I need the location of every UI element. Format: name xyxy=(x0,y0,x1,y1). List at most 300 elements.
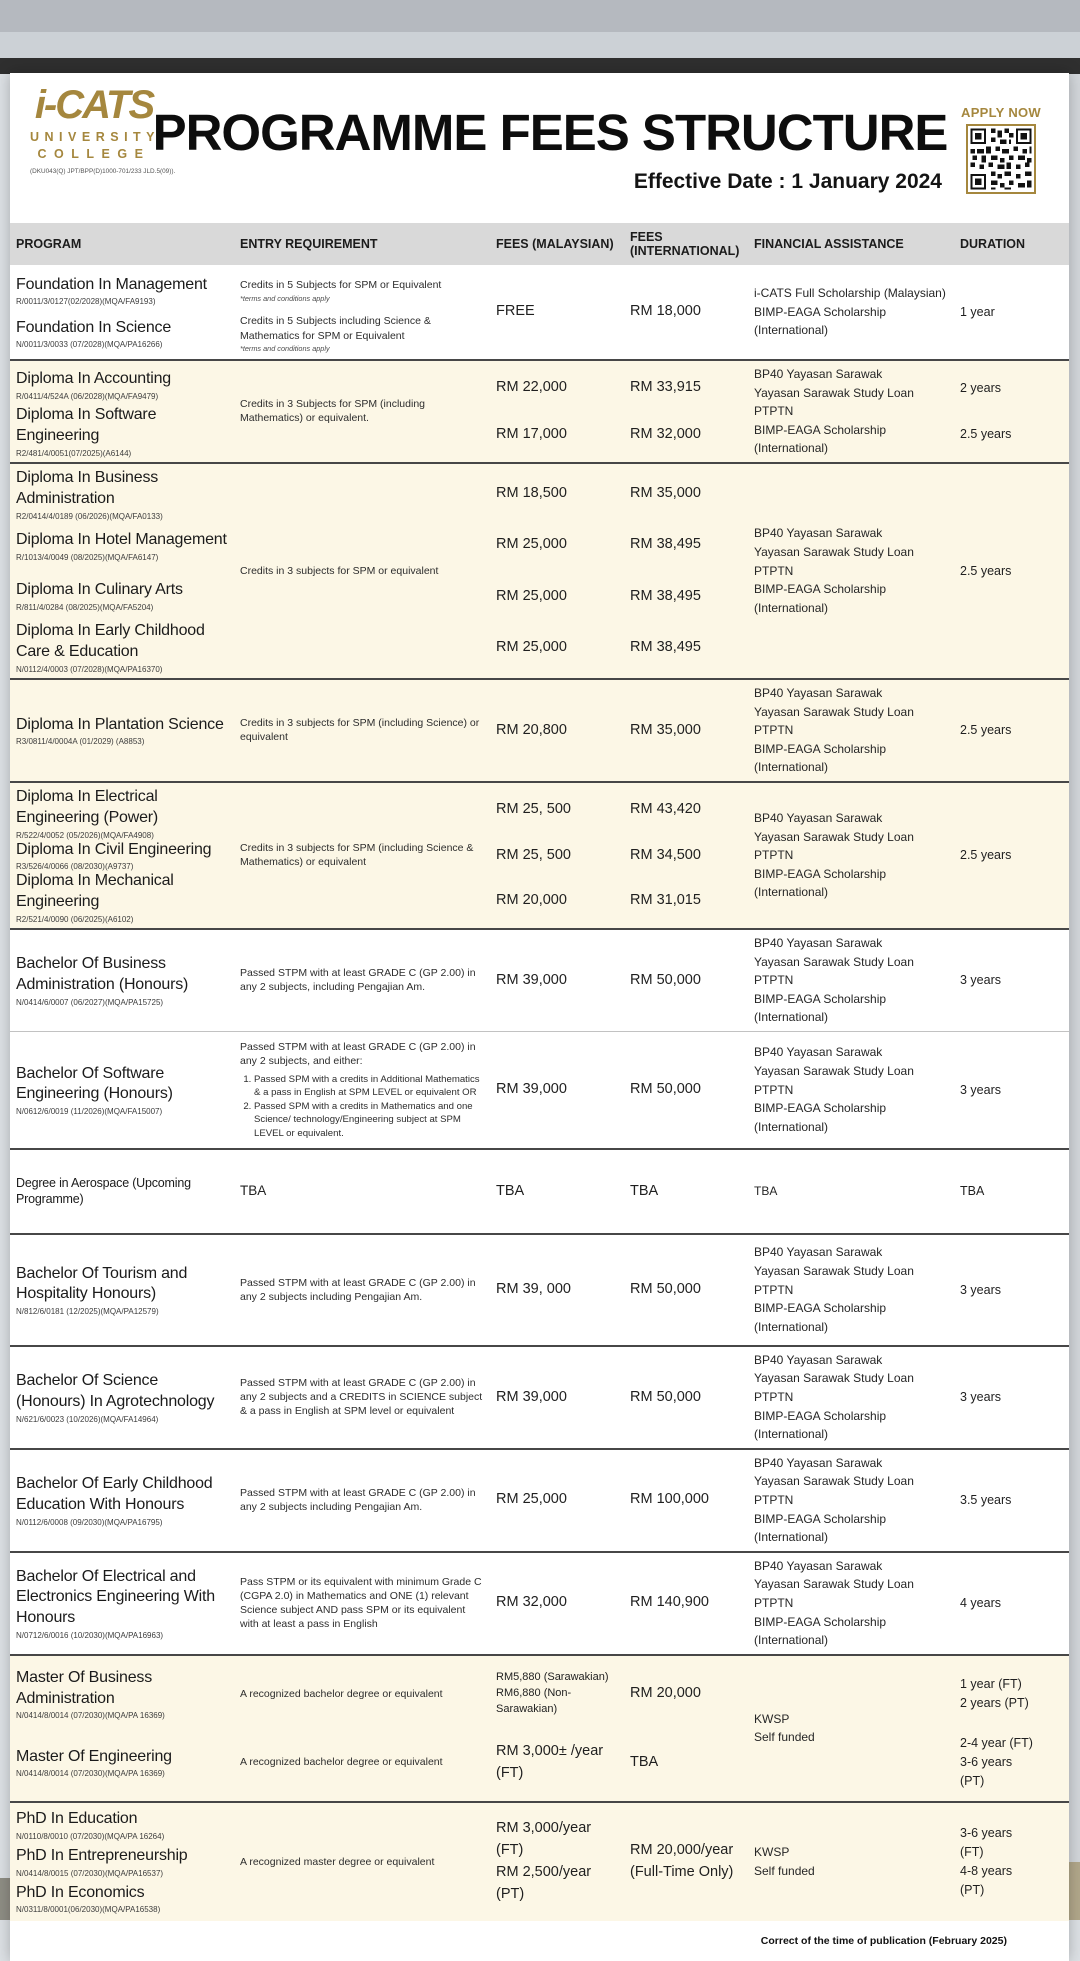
fee-international-cell xyxy=(630,930,754,1031)
program-name: Diploma In Civil Engineering xyxy=(16,840,212,858)
financial-assistance-block xyxy=(754,934,950,1027)
program-code: N/0414/8/0014 (07/2030)(MQA/PA 16369) xyxy=(16,1711,165,1721)
entry-requirement-item xyxy=(240,1807,486,1917)
entry-requirement-column xyxy=(240,1803,496,1921)
duration-line: 2 years (PT) xyxy=(960,1696,1029,1711)
fee-international xyxy=(630,1592,744,1614)
fee-international-line: RM 35,000 xyxy=(630,484,701,501)
fee-malaysian-cell xyxy=(496,1032,630,1148)
entry-requirement-item xyxy=(240,1351,486,1444)
duration-line: 3 years xyxy=(960,1082,1001,1097)
program-name: Bachelor Of Software Engineering (Honours) xyxy=(16,1064,173,1103)
entry-requirement-column xyxy=(240,1553,496,1654)
fee-international-item xyxy=(630,1351,744,1444)
fee-international xyxy=(630,1387,744,1409)
program-name: Diploma In Early Childhood Care & Education xyxy=(16,622,205,661)
fee-malaysian-line: RM 2,500/year (PT) xyxy=(496,1863,592,1902)
background-dark-band xyxy=(0,58,1080,74)
financial-assistance-line: BP40 Yayasan Sarawak xyxy=(754,810,883,825)
financial-assistance-line: BIMP-EAGA Scholarship (International) xyxy=(754,741,887,775)
duration xyxy=(960,721,1039,740)
entry-requirement-item xyxy=(240,1239,486,1341)
program-name: Master Of Engineering xyxy=(16,1747,172,1765)
fee-international xyxy=(630,483,744,505)
duration-line: 2.5 years xyxy=(960,427,1012,442)
financial-assistance-line: BIMP-EAGA Scholarship (International) xyxy=(754,1101,887,1134)
table-row-group xyxy=(10,1150,1069,1233)
financial-assistance-block xyxy=(754,1154,950,1229)
column-header-1: ENTRY REQUIREMENT xyxy=(240,236,378,251)
column-header-2: FEES (MALAYSIAN) xyxy=(496,236,614,251)
fee-international-line: RM 38,495 xyxy=(630,536,701,553)
footer-note: Correct of the time of publication (February 2025) xyxy=(760,1934,1007,1947)
fee-international-cell xyxy=(630,1803,754,1921)
financial-assistance-column xyxy=(754,1553,960,1654)
table-row-group xyxy=(10,783,1069,928)
fee-international-line: RM 50,000 xyxy=(630,971,701,988)
duration xyxy=(960,303,1039,322)
duration-cell xyxy=(960,1032,1049,1148)
table-row-group xyxy=(10,1656,1069,1801)
fee-international-line: RM 32,000 xyxy=(630,425,701,442)
program-name: PhD In Entrepreneurship xyxy=(16,1846,188,1864)
entry-requirement-text: Credits in 3 subjects for SPM (including Science) or equivalent xyxy=(240,717,480,744)
fee-malaysian xyxy=(496,1489,620,1511)
entry-requirement-text: Credits in 3 Subjects for SPM (including Mathematics) or equivalent. xyxy=(240,398,425,425)
fee-malaysian-line: RM 22,000 xyxy=(496,379,567,396)
program-item xyxy=(16,934,230,1027)
duration-line: 2-4 year (FT) xyxy=(960,1736,1033,1751)
duration xyxy=(960,1491,1039,1510)
background-sky-light xyxy=(0,32,1080,58)
fee-malaysian xyxy=(496,377,620,399)
financial-assistance-line: PTPTN xyxy=(754,1596,794,1611)
program-name: Diploma In Software Engineering xyxy=(16,406,157,445)
fee-malaysian-cell xyxy=(496,1150,630,1233)
program-item xyxy=(16,787,230,840)
financial-assistance-line: Yayasan Sarawak Study Loan xyxy=(754,1264,914,1278)
program-column xyxy=(10,783,240,928)
fee-malaysian-item xyxy=(496,934,620,1027)
financial-assistance-block xyxy=(754,468,950,674)
fee-malaysian xyxy=(496,1818,620,1905)
duration-line: 4 years xyxy=(960,1595,1001,1610)
entry-requirement-column xyxy=(240,680,496,781)
table-row-group xyxy=(10,265,1069,359)
entry-requirement-item xyxy=(240,1154,486,1229)
fee-malaysian-item xyxy=(496,468,620,520)
apply-now-block[interactable] xyxy=(955,105,1047,194)
entry-requirement-column xyxy=(240,930,496,1031)
entry-requirement-text: Passed STPM with at least GRADE C (GP 2.00) in any 2 subjects, including Pengajian Am. xyxy=(240,967,476,994)
program-item xyxy=(16,621,230,674)
fee-malaysian-line: RM 17,000 xyxy=(496,425,567,442)
fee-malaysian-item xyxy=(496,1660,620,1729)
duration-line: 3 years xyxy=(960,1282,1001,1297)
duration-cell xyxy=(960,361,1049,462)
financial-assistance-column xyxy=(754,930,960,1031)
program-name: Diploma In Electrical Engineering (Power) xyxy=(16,787,159,826)
fee-malaysian-item xyxy=(496,269,620,355)
program-item xyxy=(16,468,230,521)
duration-cell xyxy=(960,930,1049,1031)
fee-international xyxy=(630,586,744,608)
fee-international-cell xyxy=(630,1235,754,1345)
program-code: N/621/6/0023 (10/2026)(MQA/FA14964) xyxy=(16,1414,159,1424)
fee-international-cell xyxy=(630,1656,754,1801)
program-item xyxy=(16,1807,230,1844)
table-row-group xyxy=(10,1347,1069,1448)
fee-malaysian-line: RM 3,000/year (FT) xyxy=(496,1820,592,1859)
entry-requirement-item xyxy=(240,787,486,924)
fee-international-item xyxy=(630,1660,744,1729)
column-header-0: PROGRAM xyxy=(16,236,82,251)
duration-cell xyxy=(960,265,1049,359)
fee-malaysian-item xyxy=(496,684,620,777)
entry-requirement-column xyxy=(240,783,496,928)
fee-international-item xyxy=(630,1728,744,1797)
program-code: R3/526/4/0066 (08/2030)(A9737) xyxy=(16,862,134,872)
fee-malaysian-line: RM6,880 (Non-Sarawakian) xyxy=(496,1687,572,1716)
fee-malaysian-line: RM 18,500 xyxy=(496,484,567,501)
fee-malaysian-line: RM 25,000 xyxy=(496,587,567,604)
financial-assistance-line: BP40 Yayasan Sarawak xyxy=(754,1352,883,1367)
fee-malaysian xyxy=(496,1741,620,1785)
table-row-group xyxy=(10,361,1069,462)
qr-code-icon[interactable] xyxy=(966,124,1036,194)
fee-malaysian-item xyxy=(496,622,620,674)
program-item xyxy=(16,1660,230,1729)
duration-item xyxy=(960,269,1039,355)
fee-malaysian-item xyxy=(496,1807,620,1917)
fee-international-line: RM 31,015 xyxy=(630,892,701,909)
column-header-3: FEES (INTERNATIONAL) xyxy=(630,229,740,258)
fee-international-item xyxy=(630,411,744,457)
table-row-group xyxy=(10,1235,1069,1345)
financial-assistance-line: PTPTN xyxy=(754,404,794,419)
fee-international-line: RM 50,000 xyxy=(630,1281,701,1298)
duration xyxy=(960,1734,1039,1790)
fee-international xyxy=(630,1840,744,1884)
duration xyxy=(960,1675,1039,1713)
table-row-group xyxy=(10,680,1069,781)
fee-international-cell xyxy=(630,1150,754,1233)
duration-cell xyxy=(960,1150,1049,1233)
fee-malaysian-cell xyxy=(496,1450,630,1551)
program-column xyxy=(10,361,240,462)
fee-international-item xyxy=(630,468,744,520)
fee-malaysian xyxy=(496,970,620,992)
duration-cell xyxy=(960,783,1049,928)
financial-assistance-block xyxy=(754,1660,950,1797)
program-item xyxy=(16,1880,230,1917)
program-code: N/0112/4/0003 (07/2028)(MQA/PA16370) xyxy=(16,664,163,674)
fee-international-line: RM 50,000 xyxy=(630,1081,701,1098)
fee-international-cell xyxy=(630,1553,754,1654)
program-name: Bachelor Of Business Administration (Honours) xyxy=(16,955,189,993)
fee-malaysian-item xyxy=(496,833,620,879)
entry-requirement-list-item: 2. Passed SPM with a credits in Mathematics and one Science/ technology/Engineering subject at SPM LEVEL or equivalent. xyxy=(254,1100,486,1140)
duration xyxy=(960,1824,1039,1899)
duration-item xyxy=(960,1036,1039,1144)
entry-requirement-column xyxy=(240,1450,496,1551)
program-column xyxy=(10,1656,240,1801)
program-code: N/0311/8/0001(06/2030)(MQA/PA16538) xyxy=(16,1905,161,1915)
fees-table-body xyxy=(10,265,1069,1921)
program-item xyxy=(16,1843,230,1880)
fee-malaysian-item xyxy=(496,1036,620,1144)
financial-assistance-line: PTPTN xyxy=(754,1493,794,1508)
financial-assistance-line: PTPTN xyxy=(754,1082,794,1097)
financial-assistance-line: BIMP-EAGA Scholarship (International) xyxy=(754,991,887,1025)
program-column xyxy=(10,1347,240,1448)
fee-malaysian-cell xyxy=(496,1553,630,1654)
fee-malaysian xyxy=(496,483,620,505)
entry-requirement-item xyxy=(240,684,486,777)
fee-international-line: RM 100,000 xyxy=(630,1491,709,1508)
fee-international xyxy=(630,1489,744,1511)
financial-assistance-line: BIMP-EAGA Scholarship (International) xyxy=(754,582,887,615)
financial-assistance-line: Yayasan Sarawak Study Loan xyxy=(754,1371,914,1386)
program-name: Master Of Business Administration xyxy=(16,1668,153,1707)
duration-cell xyxy=(960,680,1049,781)
duration-item xyxy=(960,1454,1039,1547)
entry-requirement-text: Credits in 3 subjects for SPM (including Science & Mathematics) or equivalent xyxy=(240,842,474,869)
table-row-group xyxy=(10,1032,1069,1148)
fee-international-item xyxy=(630,878,744,924)
duration-cell xyxy=(960,1656,1049,1801)
fee-international-item xyxy=(630,519,744,571)
fees-flyer-card xyxy=(10,73,1069,1961)
program-code: R/1013/4/0049 (08/2025)(MQA/FA6147) xyxy=(16,552,159,562)
fee-international xyxy=(630,1181,744,1203)
fee-international-item xyxy=(630,571,744,623)
fee-malaysian xyxy=(496,586,620,608)
program-name: Diploma In Plantation Science xyxy=(16,715,224,733)
fee-international-item xyxy=(630,684,744,777)
entry-requirement-column xyxy=(240,1235,496,1345)
duration-cell xyxy=(960,1235,1049,1345)
financial-assistance-line: Self funded xyxy=(754,1730,815,1745)
fee-international xyxy=(630,799,744,821)
fee-international-line: RM 20,000/year xyxy=(630,1842,734,1859)
program-item xyxy=(16,684,230,777)
entry-requirement-item xyxy=(240,1728,486,1797)
duration-line: 3 years xyxy=(960,973,1001,988)
financial-assistance-line: BP40 Yayasan Sarawak xyxy=(754,935,883,950)
table-row-group xyxy=(10,1553,1069,1654)
fee-malaysian-line: RM 32,000 xyxy=(496,1594,567,1611)
financial-assistance-line: BIMP-EAGA Scholarship (International) xyxy=(754,1614,887,1648)
financial-assistance-line: PTPTN xyxy=(754,973,794,988)
financial-assistance-column xyxy=(754,1235,960,1345)
duration-line: 2.5 years xyxy=(960,848,1012,863)
fee-malaysian-line: RM5,880 (Sarawakian) xyxy=(496,1671,609,1684)
program-item xyxy=(16,365,230,405)
financial-assistance-line: BIMP-EAGA Scholarship (International) xyxy=(754,1408,887,1442)
duration-item xyxy=(960,468,1039,674)
financial-assistance-line: Yayasan Sarawak Study Loan xyxy=(754,829,914,844)
entry-requirement-column xyxy=(240,1150,496,1233)
duration-line: 3.5 years xyxy=(960,1492,1012,1507)
financial-assistance-column xyxy=(754,1032,960,1148)
fee-malaysian-item xyxy=(496,787,620,833)
fee-international-cell xyxy=(630,464,754,678)
financial-assistance-column xyxy=(754,265,960,359)
fee-malaysian-cell xyxy=(496,680,630,781)
fee-malaysian-line: FREE xyxy=(496,303,535,320)
duration-line: 4-8 years (PT) xyxy=(960,1863,1013,1897)
entry-requirement-list-item: 1. Passed SPM with a credits in Additional Mathematics & a pass in English at SPM LEVEL or equivalent OR xyxy=(254,1073,486,1100)
program-column xyxy=(10,464,240,678)
duration xyxy=(960,1594,1039,1613)
background-sky xyxy=(0,0,1080,32)
duration-item xyxy=(960,1351,1039,1444)
program-column xyxy=(10,680,240,781)
fee-malaysian-line: RM 3,000± /year (FT) xyxy=(496,1742,604,1781)
fee-malaysian xyxy=(496,534,620,556)
program-item xyxy=(16,1728,230,1797)
duration-item xyxy=(960,1239,1039,1341)
program-column xyxy=(10,1150,240,1233)
fee-malaysian-cell xyxy=(496,930,630,1031)
fee-malaysian xyxy=(496,720,620,742)
fee-international-line: TBA xyxy=(630,1182,659,1199)
fee-international-line: TBA xyxy=(630,1753,659,1770)
program-name: Diploma In Hotel Management xyxy=(16,530,227,548)
duration-item xyxy=(960,1660,1039,1729)
fee-international-item xyxy=(630,833,744,879)
fee-international-cell xyxy=(630,783,754,928)
duration-cell xyxy=(960,1450,1049,1551)
fee-international xyxy=(630,534,744,556)
background-right-strip xyxy=(1068,74,1080,1920)
fee-malaysian-item xyxy=(496,1557,620,1650)
fee-malaysian-line: RM 25, 500 xyxy=(496,800,571,817)
fee-malaysian-line: RM 25,000 xyxy=(496,1491,567,1508)
icats-logo-college: COLLEGE xyxy=(37,147,151,161)
fee-international-item xyxy=(630,1557,744,1650)
financial-assistance-column xyxy=(754,361,960,462)
duration-item xyxy=(960,1154,1039,1229)
program-name: Foundation In Management xyxy=(16,275,207,293)
fee-malaysian-line: RM 25,000 xyxy=(496,536,567,553)
financial-assistance-line: BIMP-EAGA Scholarship (International) xyxy=(754,1301,887,1334)
entry-requirement-text: A recognized bachelor degree or equivalent xyxy=(240,1687,443,1700)
duration-cell xyxy=(960,1803,1049,1921)
apply-now-label: APPLY NOW xyxy=(961,105,1041,120)
fee-malaysian xyxy=(496,637,620,659)
financial-assistance-line: i-CATS Full Scholarship (Malaysian) xyxy=(754,286,946,301)
table-row-group xyxy=(10,464,1069,678)
duration-item xyxy=(960,1807,1039,1917)
fee-international-item xyxy=(630,1807,744,1917)
duration xyxy=(960,1388,1039,1407)
program-code: N/0414/8/0015 (07/2030)(MQA/PA16537) xyxy=(16,1868,164,1878)
icats-registration-number: (DKU043(Q) JPT/BPP(D)1000-701/233 JLD.5(09)). xyxy=(30,168,176,175)
program-name: PhD In Economics xyxy=(16,1883,145,1901)
fee-international-item xyxy=(630,1454,744,1547)
fee-malaysian-cell xyxy=(496,783,630,928)
financial-assistance-line: Yayasan Sarawak Study Loan xyxy=(754,954,914,969)
entry-requirement-text: Pass STPM or its equivalent with minimum Grade C (CGPA 2.0) in Mathematics and ONE (1) relevant Science subject AND pass SPM or its equivalent with at least a pass in English xyxy=(240,1575,482,1631)
table-row-group xyxy=(10,1803,1069,1921)
financial-assistance-column xyxy=(754,1150,960,1233)
financial-assistance-line: KWSP xyxy=(754,1845,790,1860)
fee-malaysian-cell xyxy=(496,1235,630,1345)
duration-line: TBA xyxy=(960,1184,985,1199)
fee-malaysian xyxy=(496,845,620,867)
fee-international-cell xyxy=(630,680,754,781)
fee-international-item xyxy=(630,1036,744,1144)
financial-assistance-block xyxy=(754,269,950,355)
entry-requirement-text: A recognized master degree or equivalent xyxy=(240,1855,435,1868)
program-code: N/0712/6/0016 (10/2030)(MQA/PA16963) xyxy=(16,1631,164,1640)
financial-assistance-block xyxy=(754,1454,950,1547)
program-item xyxy=(16,1351,230,1444)
program-column xyxy=(10,930,240,1031)
fee-malaysian xyxy=(496,1079,620,1101)
fee-malaysian-line: RM 39, 000 xyxy=(496,1281,571,1298)
program-name: Diploma In Business Administration xyxy=(16,468,159,507)
fee-international-line: RM 34,500 xyxy=(630,846,701,863)
program-item xyxy=(16,312,230,355)
program-name: PhD In Education xyxy=(16,1810,138,1828)
financial-assistance-line: BIMP-EAGA Scholarship (International) xyxy=(754,304,887,338)
financial-assistance-column xyxy=(754,464,960,678)
financial-assistance-line: BP40 Yayasan Sarawak xyxy=(754,526,883,541)
fee-malaysian-item xyxy=(496,1728,620,1797)
duration-line: 3-6 years (FT) xyxy=(960,1826,1013,1860)
financial-assistance-line: Yayasan Sarawak Study Loan xyxy=(754,545,914,560)
duration-item xyxy=(960,411,1039,457)
entry-requirement-item xyxy=(240,312,486,355)
program-code: N/0612/6/0019 (11/2026)(MQA/FA15007) xyxy=(16,1107,163,1117)
program-item xyxy=(16,405,230,458)
financial-assistance-line: BIMP-EAGA Scholarship (International) xyxy=(754,1511,887,1545)
fee-international-item xyxy=(630,269,744,355)
fee-malaysian xyxy=(496,301,620,323)
program-column xyxy=(10,1032,240,1148)
financial-assistance-line: PTPTN xyxy=(754,1282,794,1297)
effective-date: Effective Date : 1 January 2024 xyxy=(633,170,942,193)
fee-international xyxy=(630,970,744,992)
program-code: N/0112/6/0008 (09/2030)(MQA/PA16795) xyxy=(16,1517,163,1527)
fee-malaysian-cell xyxy=(496,464,630,678)
financial-assistance-block xyxy=(754,787,950,924)
entry-requirement-text: Passed STPM with at least GRADE C (GP 2.00) in any 2 subjects including Pengajian Am. xyxy=(240,1487,476,1514)
fee-international xyxy=(630,845,744,867)
financial-assistance-column xyxy=(754,1347,960,1448)
fee-international-item xyxy=(630,1239,744,1341)
fee-international-cell xyxy=(630,265,754,359)
fee-international xyxy=(630,1683,744,1705)
financial-assistance-block xyxy=(754,684,950,777)
financial-assistance-line: Yayasan Sarawak Study Loan xyxy=(754,1474,914,1489)
fee-malaysian-item xyxy=(496,1154,620,1229)
duration xyxy=(960,425,1039,444)
entry-requirement-column xyxy=(240,1347,496,1448)
fee-international-item xyxy=(630,622,744,674)
duration-cell xyxy=(960,464,1049,678)
fee-malaysian-line: RM 20,000 xyxy=(496,892,567,909)
flyer-header xyxy=(10,73,1069,223)
fee-international-cell xyxy=(630,1032,754,1148)
fee-malaysian-cell xyxy=(496,1656,630,1801)
icats-logo-brand: i-CATS xyxy=(34,83,154,127)
fee-international-line: RM 38,495 xyxy=(630,587,701,604)
entry-requirement-text: Passed STPM with at least GRADE C (GP 2.00) in any 2 subjects and a CREDITS in SCIENCE subject & a pass in English at SPM level or equivalent xyxy=(240,1377,483,1418)
